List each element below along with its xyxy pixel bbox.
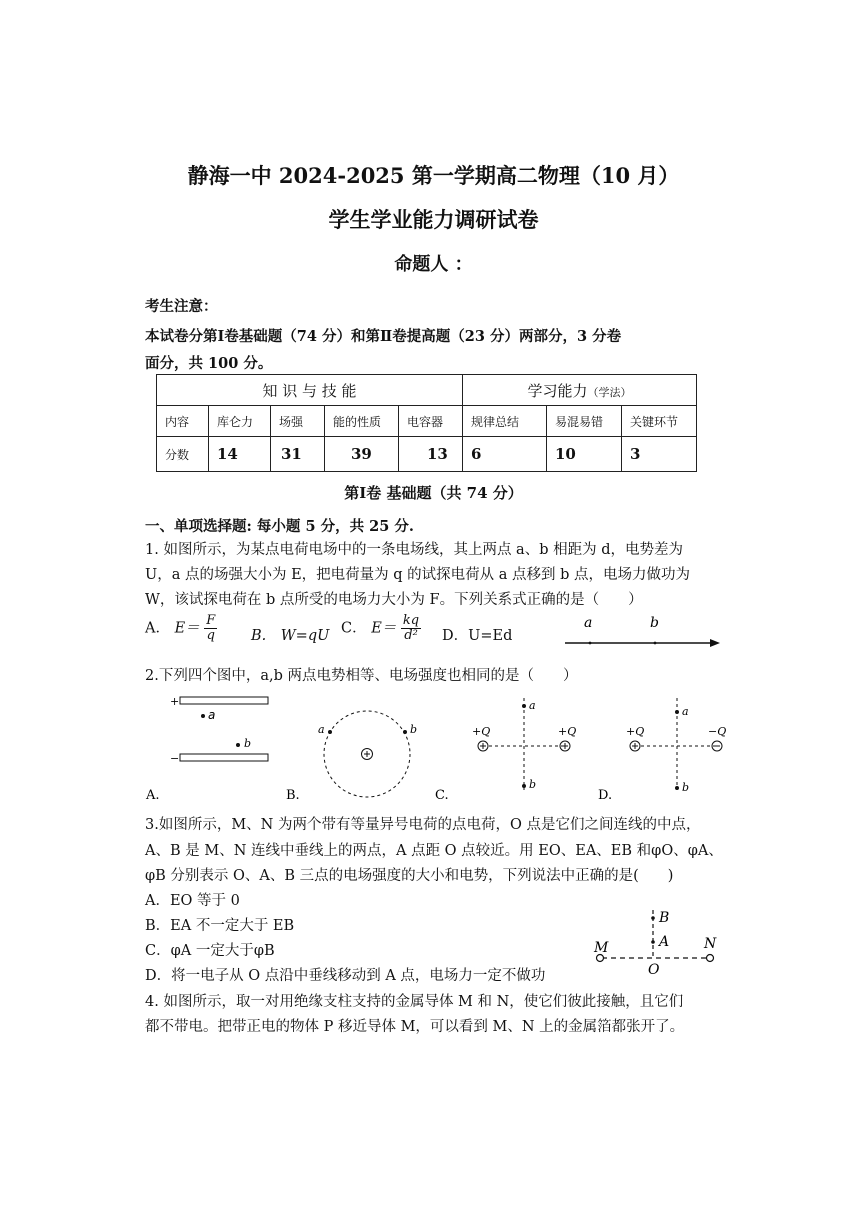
row-label: 分数 [157,437,209,472]
table-row-content [157,406,697,437]
label-a: a [318,723,325,736]
q4-line-1: 4. 如图所示，取一对用绝缘支柱支持的金属导体 M 和 N，使它们彼此接触，且它们 [145,994,684,1010]
q1-line-1: 1. 如图所示，为某点电荷电场中的一条电场线，其上两点 a、b 相距为 d，电势差为 [145,542,683,558]
table-cell: 39 [325,437,399,472]
q3-option-d[interactable]: D．将一电子从 O 点沿中垂线移动到 A 点，电场力一定不做功 [145,968,546,984]
negative-plate [180,754,268,761]
fraction: $\frac{kq}{\text{d²}}$ [402,613,420,643]
label-a: a [529,699,536,712]
q4-line-2: 都不带电。把带正电的物体 P 移近导体 M，可以看到 M、N 上的金属箔都张开了。 [145,1019,685,1035]
point-b-dot [675,786,679,790]
q1-line-3: W，该试探电荷在 b 点所受的电场力大小为 F。下列关系式正确的是（ ） [145,592,643,608]
table-cell: 13 [399,437,463,472]
point-b-dot [522,784,526,788]
label-b: b [244,737,252,750]
point-b-dot [654,642,657,645]
q1-option-c[interactable] [341,614,421,643]
label-b: b [682,781,690,794]
row-label: 内容 [157,406,209,437]
label-b: b [529,778,537,791]
table-cell: 规律总结 [463,406,547,437]
q3-line-3: φB 分别表示 O、A、B 三点的电场强度的大小和电势，下列说法中正确的是( ) [145,868,674,884]
arrow-head-icon [710,639,720,647]
q2-figures [140,690,730,805]
fig-c-two-positive-charges [435,698,576,803]
point-a-dot [651,940,655,944]
table-cell: 14 [209,437,271,472]
q1-option-a[interactable] [145,614,217,643]
formula-lhs: E＝ [371,620,397,637]
exam-title: 静海一中 2024-2025 第一学期高二物理（10 月） [187,163,680,188]
point-a-dot [201,714,205,718]
q1-line-2: U，a 点的场强大小为 E，把电荷量为 q 的试探电荷从 a 点移到 b 点，电场力做功为 [145,567,691,583]
charge-label: +Q [558,725,577,738]
table-cell: 31 [271,437,325,472]
formula-lhs: E＝ [174,620,200,637]
score-table [156,374,697,472]
fig-label: B. [286,788,300,803]
table-cell: 场强 [271,406,325,437]
charge-label: −Q [708,725,727,738]
q2-stem: 2.下列四个图中，a,b 两点电势相等、电场强度也相同的是（ ） [145,668,578,684]
fig-d-opposite-charges [598,698,726,803]
point-a-dot [675,710,679,714]
point-a-dot [522,704,526,708]
point-a-dot [589,642,592,645]
section-heading: 一、单项选择题: 每小题 5 分，共 25 分. [145,518,414,535]
positive-plate [180,697,268,704]
point-b-dot [236,743,240,747]
point-b-dot [651,916,655,920]
author-line: 命题人 ： [394,254,473,275]
exam-subtitle: 学生学业能力调研试卷 [328,207,539,232]
label-b: B [659,910,670,926]
q3-line-2: A、B 是 M、N 连线中垂线上的两点，A 点距 O 点较近。用 EO、EA、EB 和φO、φA、 [145,843,723,859]
plus-sign: + [170,695,180,708]
table-group-ability: 学习能力（学法） [463,375,697,406]
charge-label: +Q [472,725,491,738]
fig-b-point-charge-circle [286,711,417,803]
fig-label: D. [598,788,613,803]
label-a: a [208,708,216,722]
notice-line-1: 本试卷分第Ⅰ卷基础题（74 分）和第Ⅱ卷提高题（23 分）两部分，3 分卷 [145,328,622,345]
label-b: b [650,615,659,631]
q3-option-a[interactable]: A．EO 等于 0 [145,893,240,909]
q3-charges-figure [590,900,730,980]
charge-n-icon [707,955,714,962]
q3-option-b[interactable]: B．EA 不一定大于 EB [145,918,295,934]
q1-field-line-figure [560,610,725,650]
part1-title: 第Ⅰ卷 基础题（共 74 分） [344,484,523,502]
table-cell: 库仑力 [209,406,271,437]
point-a-dot [328,730,332,734]
option-label: A． [145,620,170,637]
table-cell: 易混易错 [547,406,622,437]
q3-line-1: 3.如图所示，M、N 为两个带有等量异号电荷的点电荷，O 点是它们之间连线的中点， [145,817,701,833]
table-cell: 6 [463,437,547,472]
label-a: A [659,934,670,950]
table-cell: 能的性质 [325,406,399,437]
option-label: C． [341,620,367,637]
minus-sign: − [170,752,180,765]
label-a: a [584,615,593,631]
charge-label: +Q [626,725,645,738]
q1-option-b[interactable]: B. W=qU [251,628,330,644]
q3-option-c[interactable]: C．φA 一定大于φB [145,943,275,959]
notice-heading: 考生注意： [145,298,218,315]
table-row-score [157,437,697,472]
table-cell: 关键环节 [622,406,697,437]
label-o: O [648,962,660,978]
notice-line-2: 面分，共 100 分。 [145,355,273,372]
fig-label: A. [146,788,160,803]
q1-option-d[interactable]: D．U=Ed [442,628,513,644]
table-cell: 10 [547,437,622,472]
table-group-knowledge: 知 识 与 技 能 [157,375,463,406]
fig-label: C. [435,788,449,803]
fraction: $\frac{F}{q}$ [206,613,216,643]
fig-a-parallel-plates [145,695,268,803]
table-cell: 电容器 [399,406,463,437]
label-n: N [704,936,717,952]
label-a: a [682,705,689,718]
table-cell: 3 [622,437,697,472]
label-b: b [410,723,418,736]
point-b-dot [403,730,407,734]
label-m: M [594,940,609,956]
